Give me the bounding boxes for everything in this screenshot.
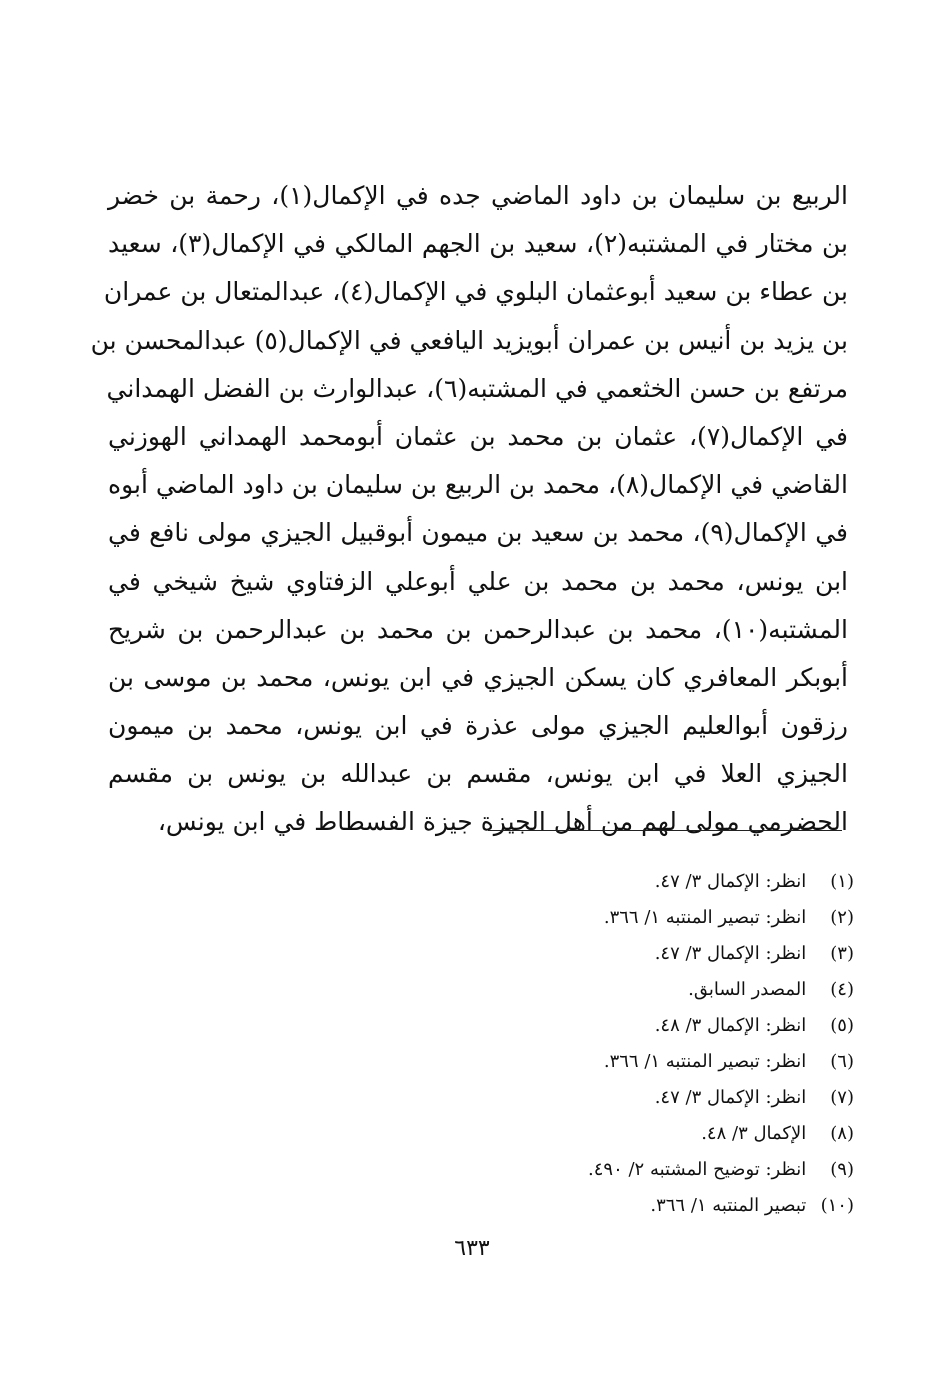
page-number: ٦٣٣ [454, 1236, 490, 1261]
footnote [300, 1188, 854, 1224]
footnote [300, 900, 854, 936]
text-line: رزقون أبوالعليم الجيزي مولى عذرة في ابن يونس، محمد بن ميمون [108, 711, 848, 741]
footnote [300, 936, 854, 972]
footnote [300, 1008, 854, 1044]
footnote [300, 864, 854, 900]
text-line: القاضي في الإكمال(٨)، محمد بن الربيع بن سليمان بن داود الماضي أبوه [108, 470, 848, 500]
footnote-number: (٣) [830, 943, 854, 964]
footnote [300, 1044, 854, 1080]
footnote-text: انظر: تبصير المنتبه ١/ ٣٦٦. [603, 1051, 807, 1072]
footnote-number: (١٠) [820, 1195, 854, 1216]
footnote-separator [488, 830, 842, 831]
footnote [300, 1080, 854, 1116]
footnote-text: الإكمال ٣/ ٤٨. [701, 1123, 807, 1144]
footnote [300, 972, 854, 1008]
footnote-number: (٩) [830, 1159, 854, 1180]
footnote-text: انظر: الإكمال ٣/ ٤٧. [654, 943, 807, 964]
text-line: مرتفع بن حسن الخثعمي في المشتبه(٦)، عبدالوارث بن الفضل الهمداني [106, 373, 848, 403]
footnote [300, 1152, 854, 1188]
footnote-text: انظر: الإكمال ٣/ ٤٧. [654, 871, 807, 892]
footnotes [300, 864, 854, 1224]
text-line: الربيع بن سليمان بن داود الماضي جده في الإكمال(١)، رحمة بن خضر [108, 181, 848, 210]
footnote-number: (٤) [830, 979, 854, 1000]
text-line: المشتبه(١٠)، محمد بن عبدالرحمن بن محمد بن عبدالرحمن بن شريح [108, 614, 848, 644]
text-line: الحضرمي مولى لهم من أهل الجيزة جيزة الفسطاط في ابن يونس، [157, 807, 848, 837]
text-line: ابن يونس، محمد بن محمد بن علي أبوعلي الزفتاوي شيخ شيخي في [108, 566, 848, 596]
text-line: في الإكمال(٩)، محمد بن سعيد بن ميمون أبوقبيل الجيزي مولى نافع في [108, 518, 848, 548]
footnote-text: انظر: الإكمال ٣/ ٤٧. [654, 1087, 807, 1108]
footnote-text: انظر: الإكمال ٣/ ٤٨. [654, 1015, 807, 1036]
footnote [300, 1116, 854, 1152]
footnote-text: تبصير المنتبه ١/ ٣٦٦. [650, 1195, 807, 1216]
footnote-text: انظر: توضيح المشتبه ٢/ ٤٩٠. [588, 1159, 807, 1180]
footnote-number: (٢) [830, 907, 854, 928]
footnote-text: انظر: تبصير المنتبه ١/ ٣٦٦. [603, 907, 807, 928]
footnote-number: (٥) [830, 1015, 854, 1036]
footnote-number: (١) [830, 871, 854, 892]
text-line: في الإكمال(٧)، عثمان بن محمد بن عثمان أبومحمد الهمداني الهوزني [108, 421, 848, 451]
main-text [90, 172, 848, 847]
footnote-text: المصدر السابق. [688, 979, 807, 1000]
footnote-number: (٧) [830, 1087, 854, 1108]
footnote-number: (٦) [830, 1051, 854, 1072]
text-line: الجيزي العلا في ابن يونس، مقسم بن عبدالله بن يونس بن مقسم [108, 759, 848, 789]
text-line: بن عطاء بن سعيد أبوعثمان البلوي في الإكمال(٤)، عبدالمتعال بن عمران [103, 277, 848, 307]
footnote-number: (٨) [830, 1123, 854, 1144]
text-line: بن مختار في المشتبه(٢)، سعيد بن الجهم المالكي في الإكمال(٣)، سعيد [108, 229, 848, 259]
text-line: بن يزيد بن أنيس بن عمران أبويزيد اليافعي في الإكمال(٥) عبدالمحسن بن [90, 325, 848, 355]
text-line: أبوبكر المعافري كان يسكن الجيزي في ابن يونس، محمد بن موسى بن [108, 662, 848, 692]
